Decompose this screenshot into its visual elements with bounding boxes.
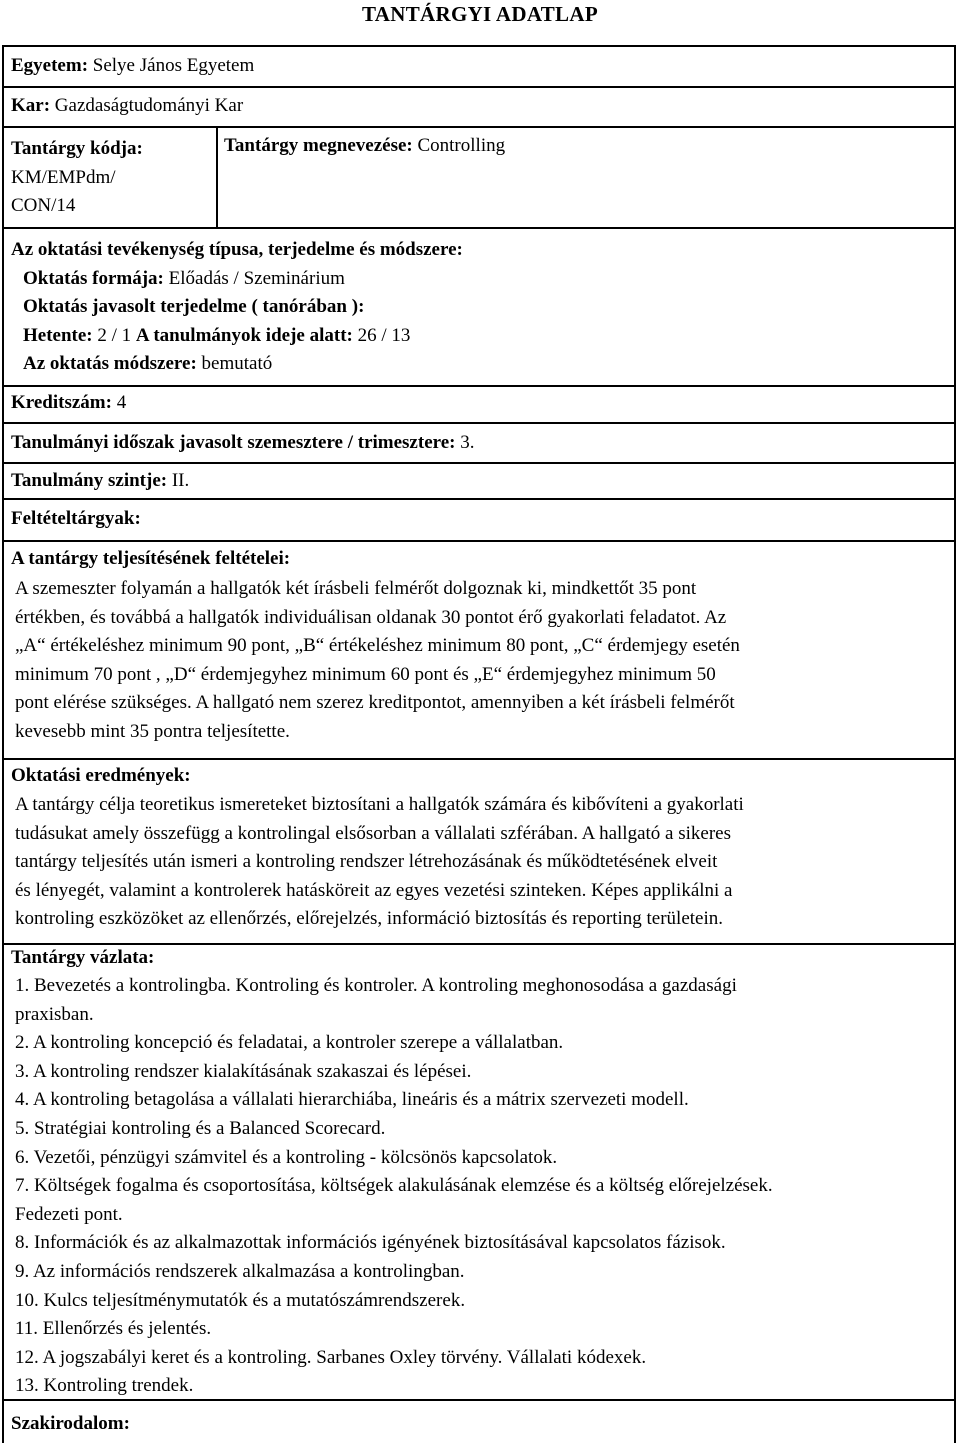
period-label: A tanulmányok ideje alatt:	[135, 324, 353, 346]
course-code-name-row	[4, 128, 954, 229]
teaching-form-label: Oktatás formája:	[23, 267, 164, 289]
outline-item: Fedezeti pont.	[15, 1203, 123, 1225]
outcomes-text: A tantárgy célja teoretikus ismereteket biztosítani a hallgatók számára és kibővíteni a gyakorlati tudásukat amely összefügg a kontrolingal elsősorban a vállalati szférában. A hallgató a sikeres tantárgy teljesítés után ismeri a kontroling rendszer létrehozásának és működtetésének elveit és lényegét, valamint a kontrolerek hatásköreit az egyes vezetési szinteken. Képes applikálni a kontroling eszközöket az ellenőrzés, előrejelzés, információ biztosítás és reporting területein.	[15, 794, 744, 930]
literature-label: Szakirodalom:	[11, 1413, 130, 1434]
university-row	[4, 47, 954, 88]
cell-divider	[216, 128, 218, 227]
outline-item: 9. Az információs rendszerek alkalmazása a kontrolingban.	[15, 1260, 465, 1282]
course-name-label: Tantárgy megnevezése:	[224, 135, 413, 156]
faculty-row	[4, 88, 954, 128]
outline-item: 13. Kontroling trendek.	[15, 1375, 194, 1397]
literature-row	[4, 1401, 954, 1445]
outline-item: 4. A kontroling betagolása a vállalati hierarchiába, lineáris és a mátrix szervezeti modell.	[15, 1089, 689, 1111]
outline-item: 7. Költségek fogalma és csoportosítása, költségek alakulásának elemzése és a költség előrejelzések.	[15, 1175, 773, 1197]
faculty-label: Kar:	[11, 95, 51, 116]
outline-item: 2. A kontroling koncepció és feladatai, a kontroler szerepe a vállalatban.	[15, 1032, 564, 1054]
credits-value: 4	[116, 392, 127, 413]
course-name-value: Controlling	[417, 135, 506, 156]
method-label: Az oktatás módszere:	[23, 353, 197, 375]
faculty-value: Gazdaságtudományi Kar	[54, 95, 244, 116]
teaching-heading: Az oktatási tevékenység típusa, terjedelme és módszere:	[11, 239, 463, 260]
teaching-form-value: Előadás / Szeminárium	[168, 267, 345, 289]
requirements-text: A szemeszter folyamán a hallgatók két írásbeli felmérőt dolgoznak ki, mindkettőt 35 pont értékben, és továbbá a hallgatók individuálisan oldanak 30 pontot érő gyakorlati feladatot. Az „A“ értékeléshez minimum 90 pont, „B“ értékeléshez minimum 80 pont, „C“ érdemjegy esetén minimum 70 pont , „D“ érdemjegyhez minimum 60 pont és „E“ érdemjegyhez minimum 50 pont elérése szükséges. A hallgató nem szerez kreditpontot, amennyiben a két írásbeli felmérőt kevesebb mint 35 pontra teljesítette.	[15, 578, 740, 742]
semester-row	[4, 424, 954, 464]
course-code-value-2: CON/14	[11, 195, 76, 216]
semester-value: 3.	[460, 432, 475, 453]
outline-label: Tantárgy vázlata:	[11, 947, 155, 968]
requirements-label: A tantárgy teljesítésének feltételei:	[11, 548, 291, 569]
outline-list	[15, 972, 945, 1401]
document-title: TANTÁRGYI ADATLAP	[362, 2, 598, 26]
outline-item: 5. Stratégiai kontroling és a Balanced Scorecard.	[15, 1117, 386, 1139]
period-value: 26 / 13	[357, 324, 411, 346]
weekly-label: Hetente:	[23, 324, 93, 346]
semester-label: Tanulmányi időszak javasolt szemesztere / trimesztere:	[11, 432, 456, 453]
university-label: Egyetem:	[11, 55, 89, 76]
method-value: bemutató	[201, 353, 273, 375]
teaching-scope-label: Oktatás javasolt terjedelme ( tanórában ):	[23, 296, 365, 318]
university-value: Selye János Egyetem	[92, 55, 255, 76]
outline-item: 1. Bevezetés a kontrolingba. Kontroling és kontroler. A kontroling meghonosodása a gazdasági	[15, 975, 737, 996]
prerequisites-row	[4, 500, 954, 542]
outcomes-label: Oktatási eredmények:	[11, 765, 191, 786]
outline-item: 6. Vezetői, pénzügyi számvitel és a kontroling - kölcsönös kapcsolatok.	[15, 1146, 558, 1168]
outline-item: praxisban.	[15, 1003, 94, 1025]
level-row	[4, 464, 954, 500]
prerequisites-label: Feltételtárgyak:	[11, 508, 141, 529]
outline-item: 8. Információk és az alkalmazottak információs igényének biztosításával kapcsolatos fázisok.	[15, 1232, 726, 1254]
outline-item: 12. A jogszabályi keret és a kontroling. Sarbanes Oxley törvény. Vállalati kódexek.	[15, 1346, 647, 1368]
credits-row	[4, 387, 954, 424]
outline-item: 10. Kulcs teljesítménymutatók és a mutatószámrendszerek.	[15, 1289, 466, 1311]
outline-row	[4, 945, 954, 1401]
course-code-value-1: KM/EMPdm/	[11, 166, 116, 188]
requirements-row	[4, 542, 954, 760]
outcomes-row	[4, 760, 954, 945]
course-sheet	[2, 45, 956, 1443]
outline-item: 3. A kontroling rendszer kialakításának szakaszai és lépései.	[15, 1060, 472, 1082]
course-code-label: Tantárgy kódja:	[11, 138, 143, 159]
level-label: Tanulmány szintje:	[11, 470, 168, 491]
level-value: II.	[171, 470, 190, 491]
credits-label: Kreditszám:	[11, 392, 112, 413]
weekly-value: 2 / 1	[97, 324, 132, 346]
outline-item: 11. Ellenőrzés és jelentés.	[15, 1318, 212, 1340]
teaching-row	[4, 229, 954, 387]
